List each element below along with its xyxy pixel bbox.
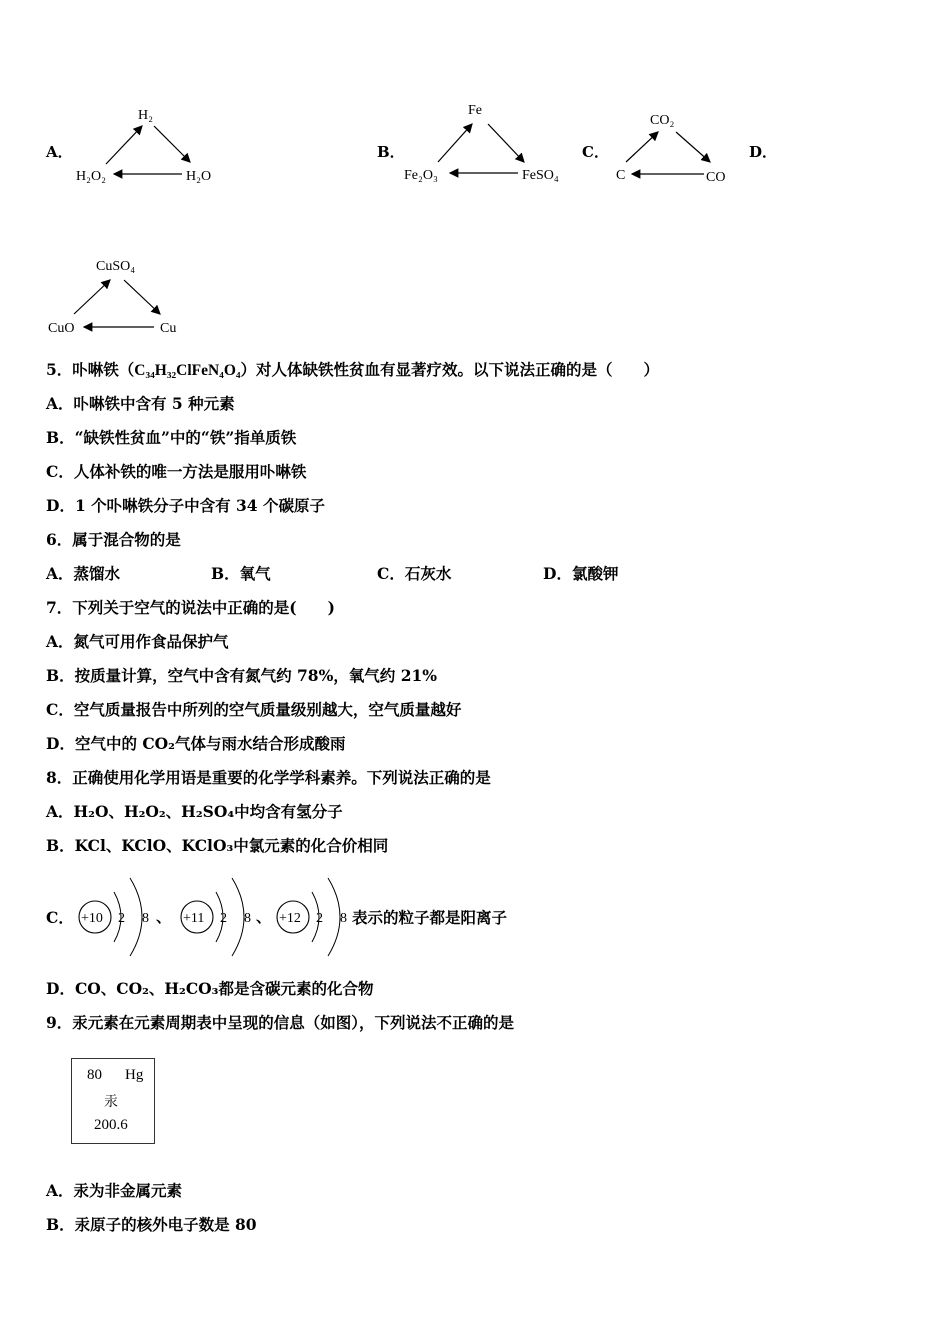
element-atomic-mass: 200.6	[94, 1117, 128, 1133]
q7-option-c[interactable]: C．空气质量报告中所列的空气质量级别越大，空气质量越好	[46, 700, 462, 719]
q5-stem-post: ）对人体缺铁性贫血有显著疗效。以下说法正确的是（ ）	[240, 360, 660, 379]
diagram-b-top: Fe	[468, 103, 482, 118]
question-5-stem	[46, 360, 659, 381]
atom-diagram-1	[79, 878, 171, 956]
atom-2-shell-1: 2	[220, 911, 227, 926]
q9-option-b[interactable]: B．汞原子的核外电子数是 80	[46, 1215, 257, 1234]
q5-stem-pre: 5．卟啉铁（	[46, 360, 135, 379]
atom-2-shell-2: 8	[244, 911, 251, 926]
diagram-d	[44, 252, 194, 340]
element-cell-mercury	[71, 1058, 155, 1144]
diagram-a-top: H₂	[138, 108, 153, 123]
arrow-c-1	[626, 132, 658, 162]
q6-option-c[interactable]: C．石灰水	[377, 564, 452, 583]
q7-option-a[interactable]: A．氮气可用作食品保护气	[46, 632, 229, 651]
atom-structure-diagrams	[74, 872, 364, 964]
diagram-a-right: H₂O	[186, 169, 212, 184]
q6-option-d[interactable]: D．氯酸钾	[543, 564, 619, 583]
question-8-stem: 8．正确使用化学用语是重要的化学学科素养。下列说法正确的是	[46, 768, 491, 787]
element-atomic-number: 80	[87, 1067, 102, 1083]
option-label-a: A．	[46, 143, 73, 161]
question-6-stem: 6．属于混合物的是	[46, 530, 181, 549]
q9-stem-part-2: ，下列说法不正确的是	[359, 1013, 515, 1032]
atom-1-shell-1: 2	[118, 911, 125, 926]
atom-diagram-3	[277, 878, 347, 956]
atom-1-nucleus: +10	[81, 911, 103, 926]
diagram-d-left: CuO	[48, 321, 75, 336]
arrow-a-1	[106, 126, 142, 164]
q5-option-b[interactable]: B．“缺铁性贫血”中的“铁”指单质铁	[46, 428, 297, 447]
q5-option-a[interactable]: A．卟啉铁中含有 5 种元素	[46, 394, 235, 413]
atom-sep-2: 、	[256, 910, 272, 926]
atom-2-nucleus: +11	[183, 911, 205, 926]
arrow-b-1	[438, 124, 472, 162]
arrow-d-1	[74, 280, 110, 314]
diagram-b	[400, 96, 575, 190]
element-name: 汞	[104, 1094, 118, 1110]
q7-option-b[interactable]: B．按质量计算，空气中含有氮气约 78%，氧气约 21%	[46, 666, 437, 685]
question-9-stem	[46, 1013, 514, 1033]
diagram-a-left: H₂O₂	[76, 169, 106, 184]
q8-option-b[interactable]: B．KCl、KClO、KClO₃中氯元素的化合价相同	[46, 836, 389, 855]
q7-option-d[interactable]: D．空气中的 CO₂气体与雨水结合形成酸雨	[46, 734, 346, 753]
diagram-c-right: CO	[706, 170, 726, 185]
q8-option-c-text: 表示的粒子都是阳离子	[352, 908, 508, 927]
q8-option-c-label[interactable]: C．	[46, 908, 74, 927]
diagram-c	[610, 104, 740, 190]
atom-1-shell-2: 8	[142, 911, 149, 926]
q9-option-a[interactable]: A．汞为非金属元素	[46, 1181, 183, 1200]
arrow-a-2	[154, 126, 190, 162]
diagram-b-left: Fe₂O₃	[404, 168, 438, 183]
atom-3-nucleus: +12	[279, 911, 301, 926]
q5-option-c[interactable]: C．人体补铁的唯一方法是服用卟啉铁	[46, 462, 307, 481]
question-7-stem: 7．下列关于空气的说法中正确的是( )	[46, 598, 335, 617]
option-label-b: B．	[377, 143, 405, 161]
q8-option-d[interactable]: D．CO、CO₂、H₂CO₃都是含碳元素的化合物	[46, 979, 374, 998]
q5-option-d[interactable]: D．1 个卟啉铁分子中含有 34 个碳原子	[46, 496, 325, 515]
diagram-c-left: C	[616, 168, 626, 183]
diagram-a	[70, 100, 230, 190]
atom-3-shell-2: 8	[340, 911, 347, 926]
atom-sep-1: 、	[156, 910, 172, 926]
q6-option-b[interactable]: B．氧气	[211, 564, 271, 583]
atom-3-shell-1: 2	[316, 911, 323, 926]
atom-diagram-2	[181, 878, 271, 956]
element-symbol: Hg	[125, 1067, 144, 1083]
q5-formula: C₃₄H₃₂ClFeN₄O₄	[134, 362, 241, 379]
q8-option-a[interactable]: A．H₂O、H₂O₂、H₂SO₄中均含有氢分子	[46, 802, 343, 821]
diagram-d-right: Cu	[160, 321, 177, 336]
arrow-b-2	[488, 124, 524, 162]
q6-option-a[interactable]: A．蒸馏水	[46, 564, 121, 583]
diagram-d-top: CuSO₄	[96, 259, 136, 274]
q9-stem-part-1: 9．汞元素在元素周期表中呈现的信息（如图）	[46, 1013, 360, 1032]
arrow-d-2	[124, 280, 160, 314]
diagram-c-top: CO₂	[650, 113, 675, 128]
option-label-c: C．	[582, 143, 609, 161]
option-label-d: D．	[749, 143, 778, 161]
arrow-c-2	[676, 132, 710, 162]
diagram-b-right: FeSO₄	[522, 168, 559, 183]
